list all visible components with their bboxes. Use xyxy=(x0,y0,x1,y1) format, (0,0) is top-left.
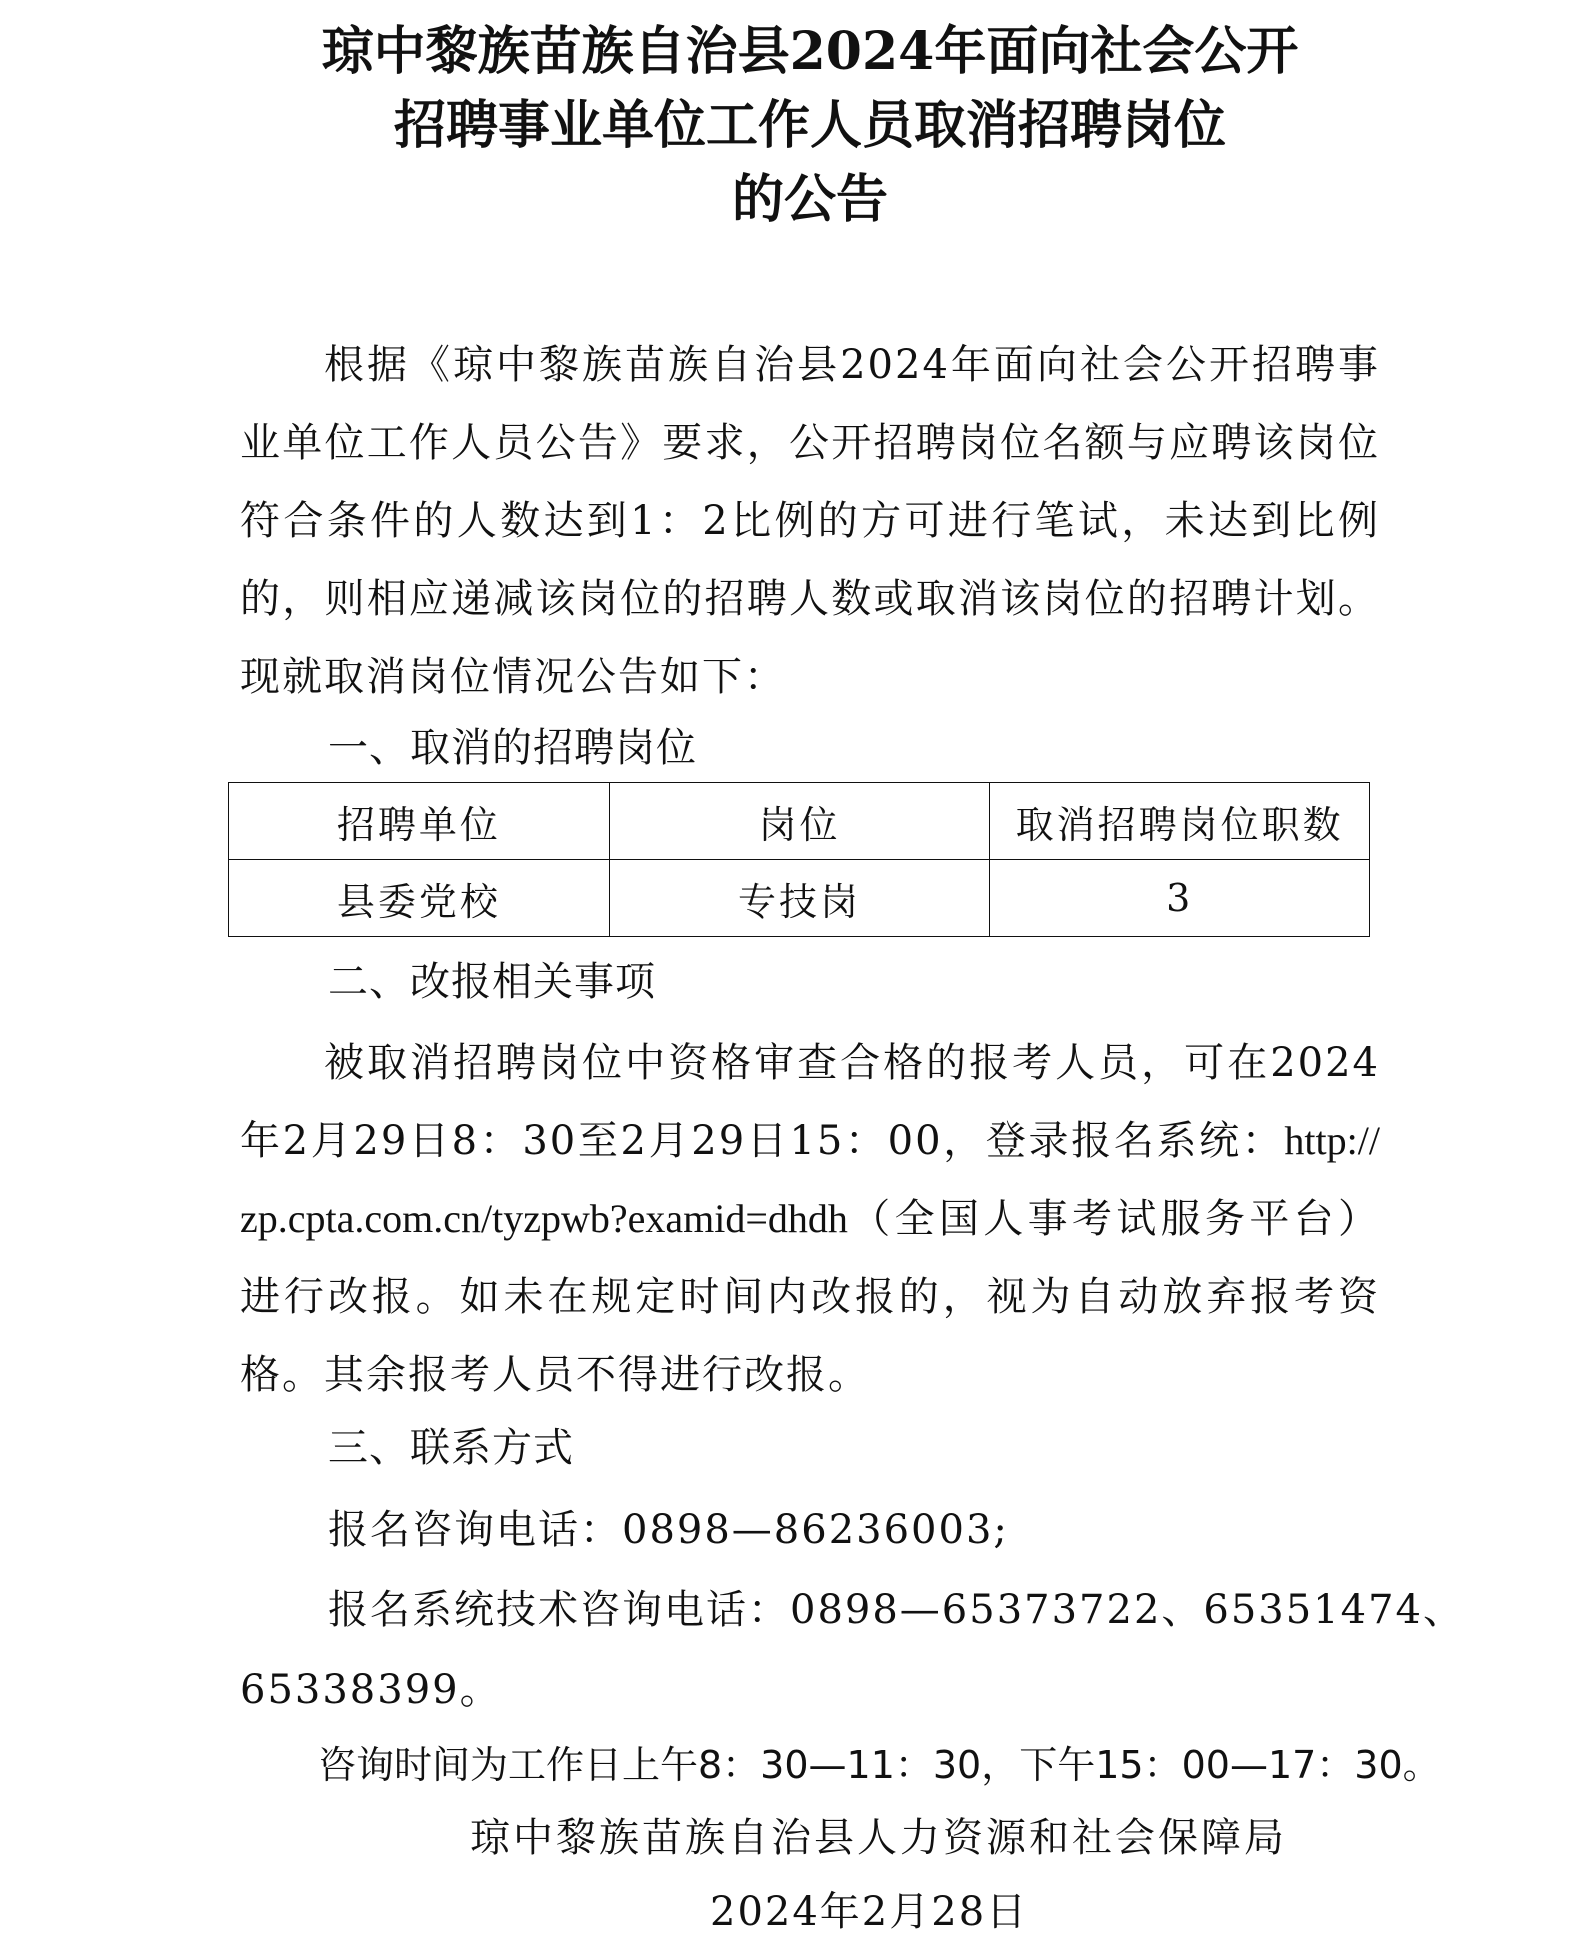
header-cell-cancel-count: 取消招聘岗位职数 xyxy=(990,783,1370,860)
tech-support-phone: 报名系统技术咨询电话：0898—65373722、65351474、 xyxy=(328,1587,1465,1633)
reapply-text-before-url: 被取消招聘岗位中资格审查合格的报考人员，可在2024年2月29日8：30至2月29日15：00，登录报名系统： xyxy=(240,1040,1380,1164)
intro-paragraph: 根据《琼中黎族苗族自治县2024年面向社会公开招聘事业单位工作人员公告》要求，公开招聘岗位名额与应聘该岗位符合条件的人数达到1：2比例的方可进行笔试，未达到比例的，则相应递减该岗位的招聘人数或取消该岗位的招聘计划。现就取消岗位情况公告如下： xyxy=(240,342,1380,700)
reapply-text-after-url: （全国人事考试服务平台）进行改报。如未在规定时间内改报的，视为自动放弃报考资格。其余报考人员不得进行改报。 xyxy=(240,1196,1380,1398)
tech-support-phone-cont: 65338399。 xyxy=(240,1667,502,1713)
reapply-paragraph xyxy=(240,1024,1380,1414)
section-heading-reapply: 二、改报相关事项 xyxy=(328,959,656,1005)
registration-system-link[interactable]: http://zp.cpta.com.cn/tyzpwb?examid=dhdh xyxy=(240,1118,1380,1241)
cell-cancel-count: 3 xyxy=(990,860,1370,937)
header-cell-post: 岗位 xyxy=(609,783,990,860)
section-heading-cancelled-posts: 一、取消的招聘岗位 xyxy=(328,725,697,771)
signature-date: 2024年2月28日 xyxy=(710,1889,1029,1935)
cell-unit: 县委党校 xyxy=(229,860,610,937)
consultation-hours: 咨询时间为工作日上午8：30—11：30，下午15：00—17：30。 xyxy=(318,1743,1441,1787)
table-row xyxy=(229,860,1370,937)
table-header-row xyxy=(229,783,1370,860)
section-heading-contact: 三、联系方式 xyxy=(328,1425,574,1471)
title-line-2: 招聘事业单位工作人员取消招聘岗位 xyxy=(393,95,1226,156)
title-line-3: 的公告 xyxy=(731,169,888,230)
signature-organization: 琼中黎族苗族自治县人力资源和社会保障局 xyxy=(470,1815,1287,1861)
cell-post: 专技岗 xyxy=(609,860,990,937)
cancelled-posts-table xyxy=(228,782,1370,937)
registration-phone: 报名咨询电话：0898—86236003; xyxy=(328,1507,1009,1553)
header-cell-unit: 招聘单位 xyxy=(229,783,610,860)
title-line-1: 琼中黎族苗族自治县2024年面向社会公开 xyxy=(321,21,1299,82)
